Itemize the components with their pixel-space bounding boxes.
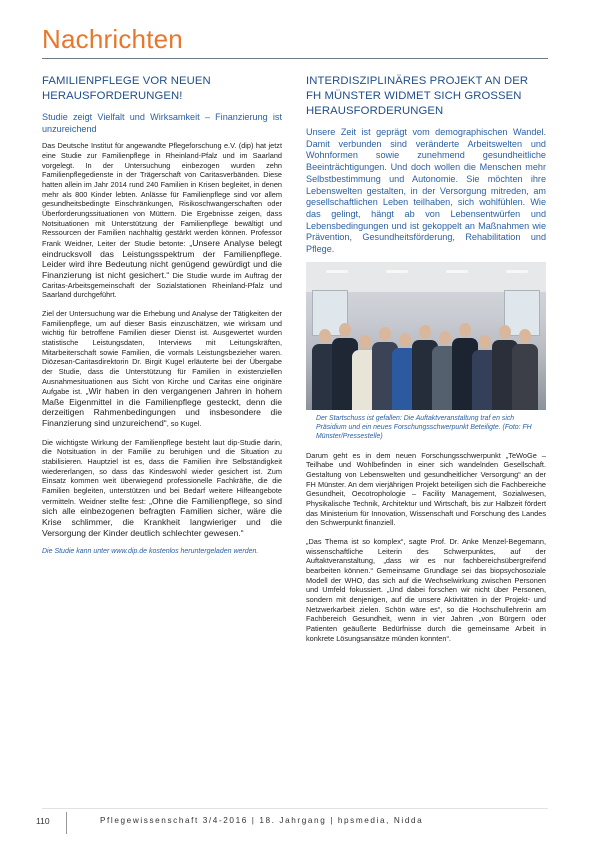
paragraph xyxy=(42,309,282,429)
paragraph: „Das Thema ist so komplex“, sagte Prof. Dr. Anke Menzel-Begemann, wissenschaftliche Leiterin des Schwerpunktes, auf der Auftaktveranstaltung, „dass wir es nur fachbereichsübergreifend bearbeiten können.“ Gemeinsame Grundlage sei das biopsychosoziale Modell der WHO, das sich auf die Wechselwirkung zwischen Personen und Umfeld fokussiert. „Und dabei forschen wir nicht über Personen, sondern mit denjenigen, auf die unsere Aktivitäten in der Projekt- und Netzwerkarbeit zielen. Schön wäre es“, so die Hochschullehrerin am Fachbereich Gesundheit, wenn in vier Jahren „von Bürgern oder Patienten geäußerte Bedürfnisse durch die gemeinsame Arbeit in konkrete Lösungsansätze münden konnten“. xyxy=(306,536,546,643)
article-headline-familienpflege: FAMILIENPFLEGE VOR NEUEN HERAUSFORDERUNGEN! xyxy=(42,75,211,102)
photo-lamp xyxy=(506,270,528,273)
group-photo xyxy=(306,262,546,410)
article-lead: Unsere Zeit ist geprägt vom demographischen Wandel. Damit verbunden sind veränderte Arbeitswelten und Wohnformen sowie zunehmend gesundheitliche Beeinträchtigungen. Und doch wollen die Menschen mehr Selbstbestimmung und Autonomie. Sie möchten ihre Lebenswelten gestalten, in der Versorgung mitreden, am gesellschaftlichen Leben teilhaben, sich wohlfühlen. Wie das gelingt, hängt ab von Lebensentwürfen und Lebensbedingungen und ist gekoppelt an Maßnahmen wie Prävention, Gesundheitsförderung, Rehabilitation und Pflege. xyxy=(306,127,546,255)
paragraph: Darum geht es in dem neuen Forschungsschwerpunkt „TeWoGe – Teilhabe und Wohlbefinden in einer sich wandelnden Gesellschaft. Gestaltung von Lebenswelten und gesundheitlicher Versorgung“ an der FH Münster. An dem vierjährigen Projekt beteiligen sich die Fachbereiche Gesundheit, Oecotrophologie – Facility Management, Sozialwesen, Physikalische Technik, Architektur und Wirtschaft, bis zur Halbzeit fördert das Ministerium für Innovation, Wissenschaft und Forschung des Landes den Schwerpunkt finanziell. xyxy=(306,450,546,528)
section-title: Nachrichten xyxy=(42,24,183,54)
article-lead: Studie zeigt Vielfalt und Wirksamkeit – Finanzierung ist unzureichend xyxy=(42,112,282,134)
footer-separator xyxy=(66,812,67,834)
paragraph-text: Das Deutsche Institut für angewandte Pflegeforschung e.V. (dip) hat jetzt eine Studie zur Familienpflege in Rheinland-Pfalz und im Saarland vorgelegt. In der Untersuchung einbezogen wurden zehn Familienpflegedienste in der Trägerschaft von Caritasverbänden. Diese hatten allein im Jahr 2014 rund 240 Familien in Krisen begleitet, in denen mehr als 800 Kinder lebten. Anlässe für Familienpflege sind vor allem gesundheitsbedingte Einschränkungen, Risikoschwangerschaften oder Überforderungssituationen von Müttern. Die Ergebnisse zeigen, dass Notsituationen mit Unterstützung der Familienpflege bewältigt und Ressourcen der Familien nachhaltig gestärkt werden können. Professor Frank Weidner, Leiter der Studie betonte: xyxy=(42,141,282,248)
photo-person xyxy=(512,329,538,410)
title-divider xyxy=(42,58,548,59)
photo-lamp xyxy=(386,270,408,273)
source-note: Die Studie kann unter www.dip.de kostenlos heruntergeladen werden. xyxy=(42,548,259,556)
pull-quote: „Unsere Analyse belegt eindrucksvoll das Leistungsspektrum der Familienpflege. Leider wird ihre Bedeutung nicht genügend gewürdigt und die Finanzierung ist nicht gesichert.“ xyxy=(42,237,282,280)
page-number: 110 xyxy=(36,816,50,826)
photo-ceiling xyxy=(306,262,546,292)
paragraph-text: Die Studie wurde im Auftrag der Caritas-Arbeitsgemeinschaft der Sozialstationen Rheinland-Pfalz und Saarland durchgeführt. xyxy=(42,270,282,300)
left-column xyxy=(42,74,282,557)
paragraph xyxy=(42,141,282,300)
pull-quote: „Ohne die Familienpflege, so sind sich alle einbezogenen befragten Familien sicher, wäre die Krise schlimmer, die Krankheit langwieriger und die Versorgung der Kinder deutlich schlechter gewesen.“ xyxy=(42,495,282,538)
publication-info: Pflegewissenschaft 3/4-2016 | 18. Jahrgang | hpsmedia, Nidda xyxy=(100,816,424,825)
article-headline-fh-muenster: INTERDISZIPLINÄRES PROJEKT AN DER FH MÜNSTER WIDMET SICH GROSSEN HERAUSFORDERUNGEN xyxy=(306,75,529,117)
footer-divider xyxy=(42,808,548,809)
photo-lamp xyxy=(446,270,468,273)
paragraph xyxy=(42,438,282,539)
photo-caption: Der Startschuss ist gefallen: Die Auftaktveranstaltung traf en sich Präsidium und ein neues Forschungsschwerpunkt Beteiligte. (Foto: FH Münster/Pressestelle) xyxy=(316,414,532,440)
page-footer xyxy=(0,808,595,842)
pull-quote: „Wir haben in den vergangenen Jahren in hohem Maße Eigenmittel in die Familienpflege gesteckt, denn die derzeitigen Rahmenbedingungen und insbesondere die Finanzierung sind unzureichend“ xyxy=(42,386,282,429)
paragraph-text: Ziel der Untersuchung war die Erhebung und Analyse der Tätigkeiten der Familienpflege, um auf dieser Basis einzuschätzen, wie wirksam und wichtig für betroffene Familien dieser Dienst ist. Ausgewertet wurden statistische Leistungsdaten, Interviews mit Leitungskräften, Mitarbeiterschaft sowie Familien, die vormals Leistungsbezieher waren. Diözesan-Caritasdirektorin Dr. Birgit Kugel erläuterte bei der Übergabe der Studie, dass die Unterstützung für Familien in existenziellen Ausnahmesituationen aus Sicht von Kirche und Caritas eine originäre Aufgabe ist. xyxy=(42,308,282,397)
right-column xyxy=(306,74,546,652)
photo-lamp xyxy=(326,270,348,273)
paragraph-text: , so Kugel. xyxy=(166,419,202,429)
paragraph-text: Die wichtigste Wirkung der Familienpflege besteht laut dip-Studie darin, die Notsituation in der Familie zu beruhigen und die Situation zu stabilisieren. Hauptziel ist es, dass die Familien ihre Selbständigkeit wiedererlangen, so dass das Kindeswohl wieder gesichert ist. Zum Einsatz kommen weit überwiegend professionelle Fachkräfte, die die Familien begleiten, unterstützen und bei Bedarf weitere Hilfeangebote vermitteln. Weidner stellte fest: xyxy=(42,437,282,506)
